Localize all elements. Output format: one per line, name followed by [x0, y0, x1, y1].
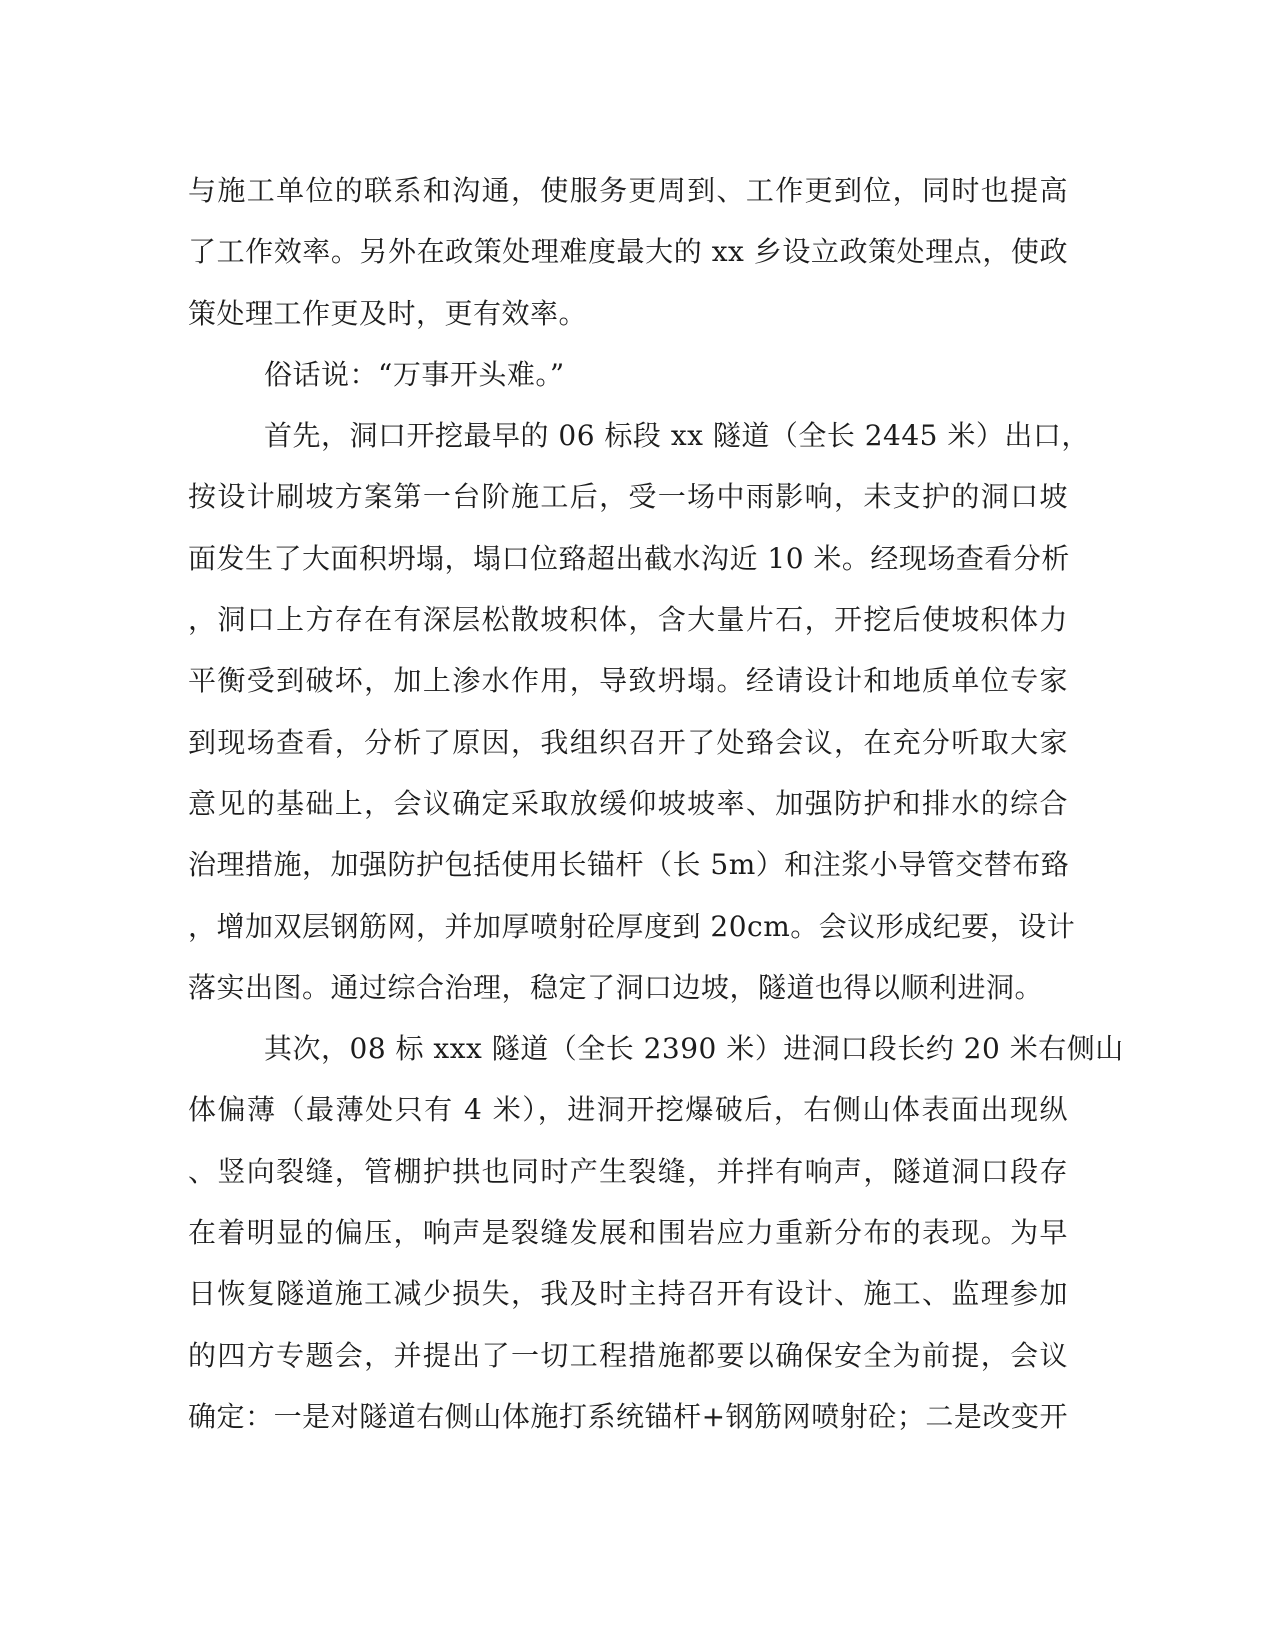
text-line: 按设计刷坡方案第一台阶施工后，受一场中雨影响，未支护的洞口坡 [188, 480, 1068, 514]
text-line: ，洞口上方存在有深层松散坡积体，含大量片石，开挖后使坡积体力 [188, 603, 1068, 637]
text-line: 体偏薄（最薄处只有 4 米），进洞开挖爆破后，右侧山体表面出现纵 [188, 1093, 1068, 1127]
text-line: ，增加双层钢筋网，并加厚喷射砼厚度到 20cm。会议形成纪要，设计 [188, 909, 1076, 943]
text-line: 俗话说：“万事开头难。” [264, 357, 565, 391]
text-line: 在着明显的偏压，响声是裂缝发展和围岩应力重新分布的表现。为早 [188, 1216, 1068, 1250]
text-line: 日恢复隧道施工减少损失，我及时主持召开有设计、施工、监理参加 [188, 1277, 1068, 1311]
text-line: 平衡受到破坏，加上渗水作用，导致坍塌。经请设计和地质单位专家 [188, 664, 1068, 698]
text-line: 治理措施，加强防护包括使用长锚杆（长 5m）和注浆小导管交替布臵 [188, 848, 1070, 882]
text-line: 的四方专题会，并提出了一切工程措施都要以确保安全为前提，会议 [188, 1338, 1068, 1372]
text-line: 确定：一是对隧道右侧山体施打系统锚杆+钢筋网喷射砼；二是改变开 [188, 1399, 1068, 1433]
text-line: 面发生了大面积坍塌，塌口位臵超出截水沟近 10 米。经现场查看分析 [188, 541, 1070, 575]
text-line: 、竖向裂缝，管棚护拱也同时产生裂缝，并拌有响声，隧道洞口段存 [188, 1154, 1068, 1188]
text-line: 了工作效率。另外在政策处理难度最大的 xx 乡设立政策处理点，使政 [188, 235, 1068, 269]
text-line: 其次，08 标 xxx 隧道（全长 2390 米）进洞口段长约 20 米右侧山 [264, 1032, 1124, 1066]
text-line: 策处理工作更及时，更有效率。 [188, 296, 588, 330]
text-line: 意见的基础上，会议确定采取放缓仰坡坡率、加强防护和排水的综合 [188, 786, 1068, 820]
text-line: 与施工单位的联系和沟通，使服务更周到、工作更到位，同时也提高 [188, 174, 1068, 207]
text-line: 到现场查看，分析了原因，我组织召开了处臵会议，在充分听取大家 [188, 725, 1068, 759]
document-body [188, 160, 1124, 1447]
text-line: 首先，洞口开挖最早的 06 标段 xx 隧道（全长 2445 米）出口， [264, 419, 1090, 453]
text-line: 落实出图。通过综合治理，稳定了洞口边坡，隧道也得以顺利进洞。 [188, 970, 1044, 1004]
